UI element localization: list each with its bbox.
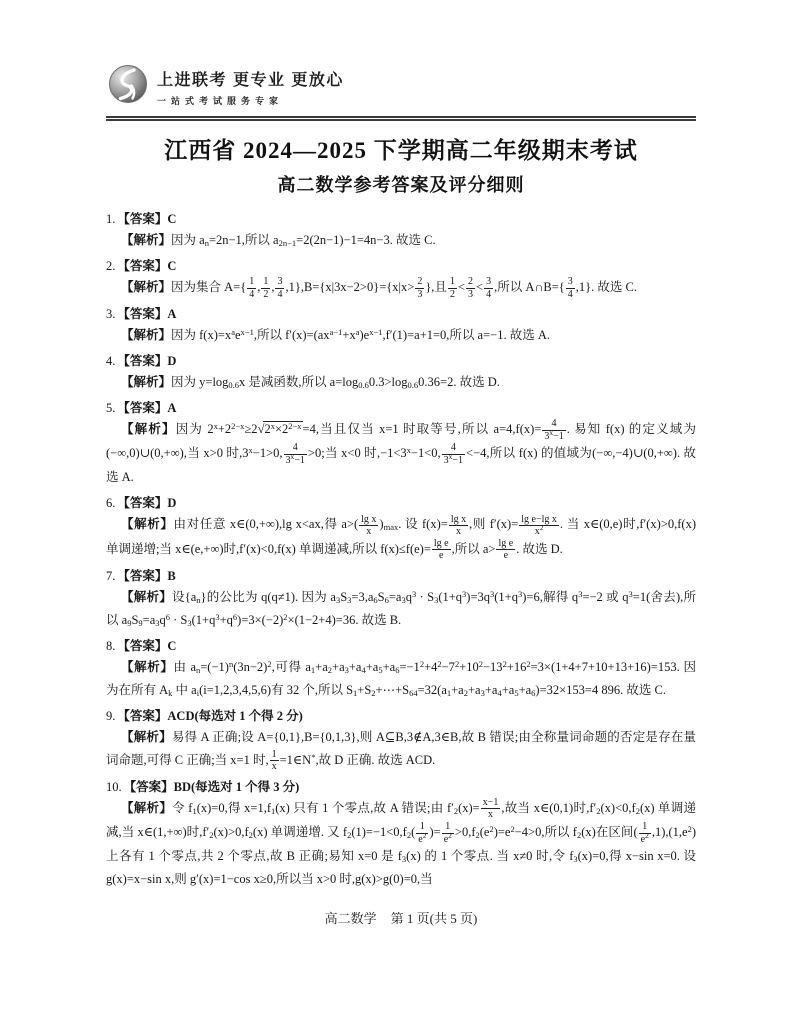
item-number: 1. — [106, 212, 116, 226]
analysis-paragraph — [106, 656, 696, 702]
item-number: 3. — [106, 307, 116, 322]
answer-label: 【答案】 — [117, 401, 168, 416]
answer-line — [106, 398, 696, 418]
answer-label: 【答案】 — [117, 212, 168, 226]
answer-label: 【答案】 — [117, 708, 168, 723]
answer-item-7 — [106, 566, 696, 632]
answer-item-4 — [106, 351, 696, 394]
answer-label: 【答案】 — [117, 259, 168, 273]
analysis-label: 【解析】 — [121, 729, 172, 744]
answer-line — [106, 777, 696, 797]
answer-note: (每选对 1 个得 2 分) — [194, 708, 303, 723]
answer-label: 【答案】 — [117, 568, 168, 583]
page-footer — [106, 908, 696, 927]
analysis-label: 【解析】 — [121, 589, 172, 604]
answer-value: A — [167, 401, 177, 416]
analysis-paragraph — [106, 371, 696, 394]
analysis-text: 因为 $f(x)=x^ae^{x-1}$,所以 $f'(x)=(ax^{a-1}+x^a)e^{x-1},f'(1)=a+1=0$,所以 a=−1. 故选 A. — [171, 327, 550, 343]
analysis-label: 【解析】 — [121, 328, 172, 343]
item-number: 8. — [106, 638, 116, 653]
answer-line — [106, 566, 696, 586]
answer-label: 【答案】 — [117, 638, 168, 653]
analysis-text: 令 $f_1(x)=0$,得 $x=1,f_1(x)$ 只有 1 个零点,故 A 错误;由 $f'_2(x)=$ $\frac{x-1}{x}$ ,故当 x∈(0,1)时$,f'_2(x)<0,f_2(x)$ 单调递减,当 x∈(1,+∞)时$,f'_2(x)>0,f_2(x)$ 单调递增. 又 $f_2(1)=-1<0,f_2$( $\frac{1}{e^2}$ )= $\frac{1}{e^2}$ $>0,f_2(e^2)=e^2-4>0$,所以 $f_2(x)$在区间( $\frac{1}{e^2}$ $,1),(1,e^2)$上各有 1 个零点,共 2 个零点,故 B 正确;易知 x=0 是 $f_3(x)$ 的 1 个零点. 当 x≠0 时,令 $f_3(x)=0$,得 x−sin x=0. 设 g(x)=x−sin x,则 g′(x)=1−cos x≥0,所以当 x>0 时,g(x)>g(0)=0,当 — [106, 796, 697, 886]
analysis-paragraph — [106, 418, 696, 489]
answer-item-6 — [106, 493, 696, 561]
answer-line — [106, 304, 696, 324]
footer-course: 高二数学 — [324, 911, 377, 926]
analysis-label: 【解析】 — [121, 659, 174, 674]
answer-item-9 — [106, 706, 696, 773]
item-number: 4. — [106, 354, 116, 369]
item-number: 7. — [106, 568, 116, 583]
analysis-label: 【解析】 — [121, 517, 174, 532]
answer-note: (每选对 1 个得 3 分) — [191, 779, 300, 794]
answers-list — [106, 205, 696, 891]
analysis-label: 【解析】 — [121, 800, 173, 815]
analysis-text: 易得 A 正确;设 A={0,1},B={0,1,3},则 A⊆B,3∉A,3∈B,故 B 错误;由全称量词命题的否定是存在量词命题,可得 C 正确;当 x=1 时, $\frac{1}{x}$ =1∈N*,故 D 正确. 故选 ACD. — [106, 729, 696, 773]
analysis-text: 因为集合 A={ $\frac{1}{4}$ , $\frac{1}{2}$ , $\frac{3}{4}$ ,1},B={x|3x−2>0}={x|x> $\frac{2}{3}$ },且 $\frac{1}{2}$ < $\frac{2}{3}$ < $\frac{3}{4}$ ,所以 A∩B={ $\frac{3}{4}$ ,1}. 故选 C. — [171, 276, 637, 300]
analysis-text: 因为 $y=\log_{0.6}x$ 是减函数,所以 $a=\log_{0.6}0.3>\log_{0.6}0.36=2$. 故选 D. — [171, 375, 500, 391]
analysis-text: 因为 $a_n=2n-1$,所以 $a_{2n-1}=2(2n-1)-1=4n-3$. 故选 C. — [171, 233, 436, 248]
answer-item-1 — [106, 209, 696, 252]
item-number: 9. — [106, 708, 116, 723]
item-number: 6. — [106, 496, 116, 511]
item-number: 5. — [106, 401, 116, 416]
answer-line — [106, 706, 696, 726]
header-divider — [106, 116, 696, 121]
analysis-paragraph — [106, 229, 696, 252]
analysis-paragraph — [106, 513, 696, 561]
analysis-label: 【解析】 — [121, 422, 176, 437]
answer-value: C — [167, 638, 177, 653]
analysis-label: 【解析】 — [121, 375, 172, 390]
brand-header — [108, 64, 696, 109]
answer-label: 【答案】 — [117, 354, 168, 369]
answer-value: D — [167, 354, 177, 369]
brand-logo-icon — [108, 64, 148, 109]
answer-value: A — [167, 307, 177, 322]
analysis-label: 【解析】 — [121, 233, 172, 247]
item-number: 2. — [106, 259, 116, 273]
analysis-paragraph — [106, 324, 696, 347]
brand-slogan: 上进联考 更专业 更放心 — [157, 71, 344, 89]
analysis-paragraph — [106, 797, 696, 891]
analysis-text: 由 $a_n=(-1)^n(3n-2)^2$,可得 $a_1+a_2+a_3+a_4+a_5+a_6=-1^2+4^2-7^2+10^2-13^2+16^2=3\times(1+4+7+10+13+16)=153$. 因为在所有 $A_k$ 中 $a_i(i=1,2,3,4,5,6)$有 32 个,所以 $S_1+S_2+\cdots+S_{64}=32(a_1+a_2+a_3+a_4+a_5+a_6)=32\times 153=4$ 896. 故选 C. — [106, 658, 696, 698]
answer-value: BD — [173, 779, 192, 794]
answer-value: C — [167, 259, 177, 273]
analysis-text: 因为 $2^x+2^{2-x}\ge 2√2^x\times 2^{2-x}=4$,当且仅当 x=1 时取等号,所以 a=4,f(x)= $\frac{4}{3^x-1}$ . 易知 f(x) 的定义域为(−∞,0)∪(0,+∞),当 x>0 时$,3^x-1>0$, $\frac{4}{3^x-1}$ >0;当 x<0 时$,-1<3^x-1<0$, $\frac{4}{3^x-1}$ <−4,所以 f(x) 的值域为(−∞,−4)∪(0,+∞). 故选 A. — [106, 418, 696, 485]
answer-line — [106, 209, 696, 229]
answer-value: ACD — [167, 708, 195, 723]
analysis-paragraph — [106, 276, 696, 300]
answer-item-10 — [106, 777, 696, 891]
answer-value: B — [167, 568, 176, 583]
footer-page-number: 第 1 页(共 5 页) — [390, 911, 478, 926]
answer-item-8 — [106, 636, 696, 702]
answer-label: 【答案】 — [117, 307, 168, 322]
brand-text-block — [157, 67, 344, 107]
analysis-paragraph — [106, 586, 696, 632]
analysis-paragraph — [106, 726, 696, 773]
answer-label: 【答案】 — [117, 496, 168, 511]
answer-value: D — [167, 496, 177, 511]
answer-label: 【答案】 — [123, 779, 174, 794]
answer-line — [106, 636, 696, 656]
brand-tagline: 一站式考试服务专家 — [157, 95, 284, 106]
answer-line — [106, 351, 696, 371]
answer-line — [106, 493, 696, 513]
analysis-text: 由对任意 x∈(0,+∞),lg x<ax,得 a>( $\frac{\text{lg x}}{x}$ )$_{max}$. 设 f(x)= $\frac{\text{lg x}}{x}$ ,则 f′(x)= $\frac{\text{lg e−lg x}}{x^2}$ . 当 x∈(0,e)时,f′(x)>0,f(x) 单调递增;当 x∈(e,+∞)时,f′(x)<0,f(x) 单调递减,所以 f(x)≤f(e)= $\frac{\text{lg e}}{e}$ ,所以 a> $\frac{\text{lg e}}{e}$ . 故选 D. — [106, 513, 696, 562]
answer-item-3 — [106, 304, 696, 347]
item-number: 10. — [106, 779, 122, 794]
answer-value: C — [167, 212, 177, 226]
analysis-label: 【解析】 — [121, 280, 172, 294]
answer-item-5 — [106, 398, 696, 489]
answer-item-2 — [106, 256, 696, 300]
exam-subtitle: 高二数学参考答案及评分细则 — [277, 175, 525, 195]
answer-line — [106, 256, 696, 276]
analysis-text: 设$\{a_n\}$的公比为 q(q≠1). 因为 $a_3S_3=3,a_6S_6=a_3q^3 \cdot S_3(1+q^3)=3q^3(1+q^3)=6$,解得 $q^3=-2$ 或 $q^3=1$(舍去),所以 $a_9S_9=a_3q^6 \cdot S_3(1+q^3+q^6)=3\times(-2)^2\times(1-2+4)=36$. 故选 B. — [106, 588, 697, 628]
exam-title: 江西省 2024—2025 下学期高二年级期末考试 — [164, 138, 638, 163]
